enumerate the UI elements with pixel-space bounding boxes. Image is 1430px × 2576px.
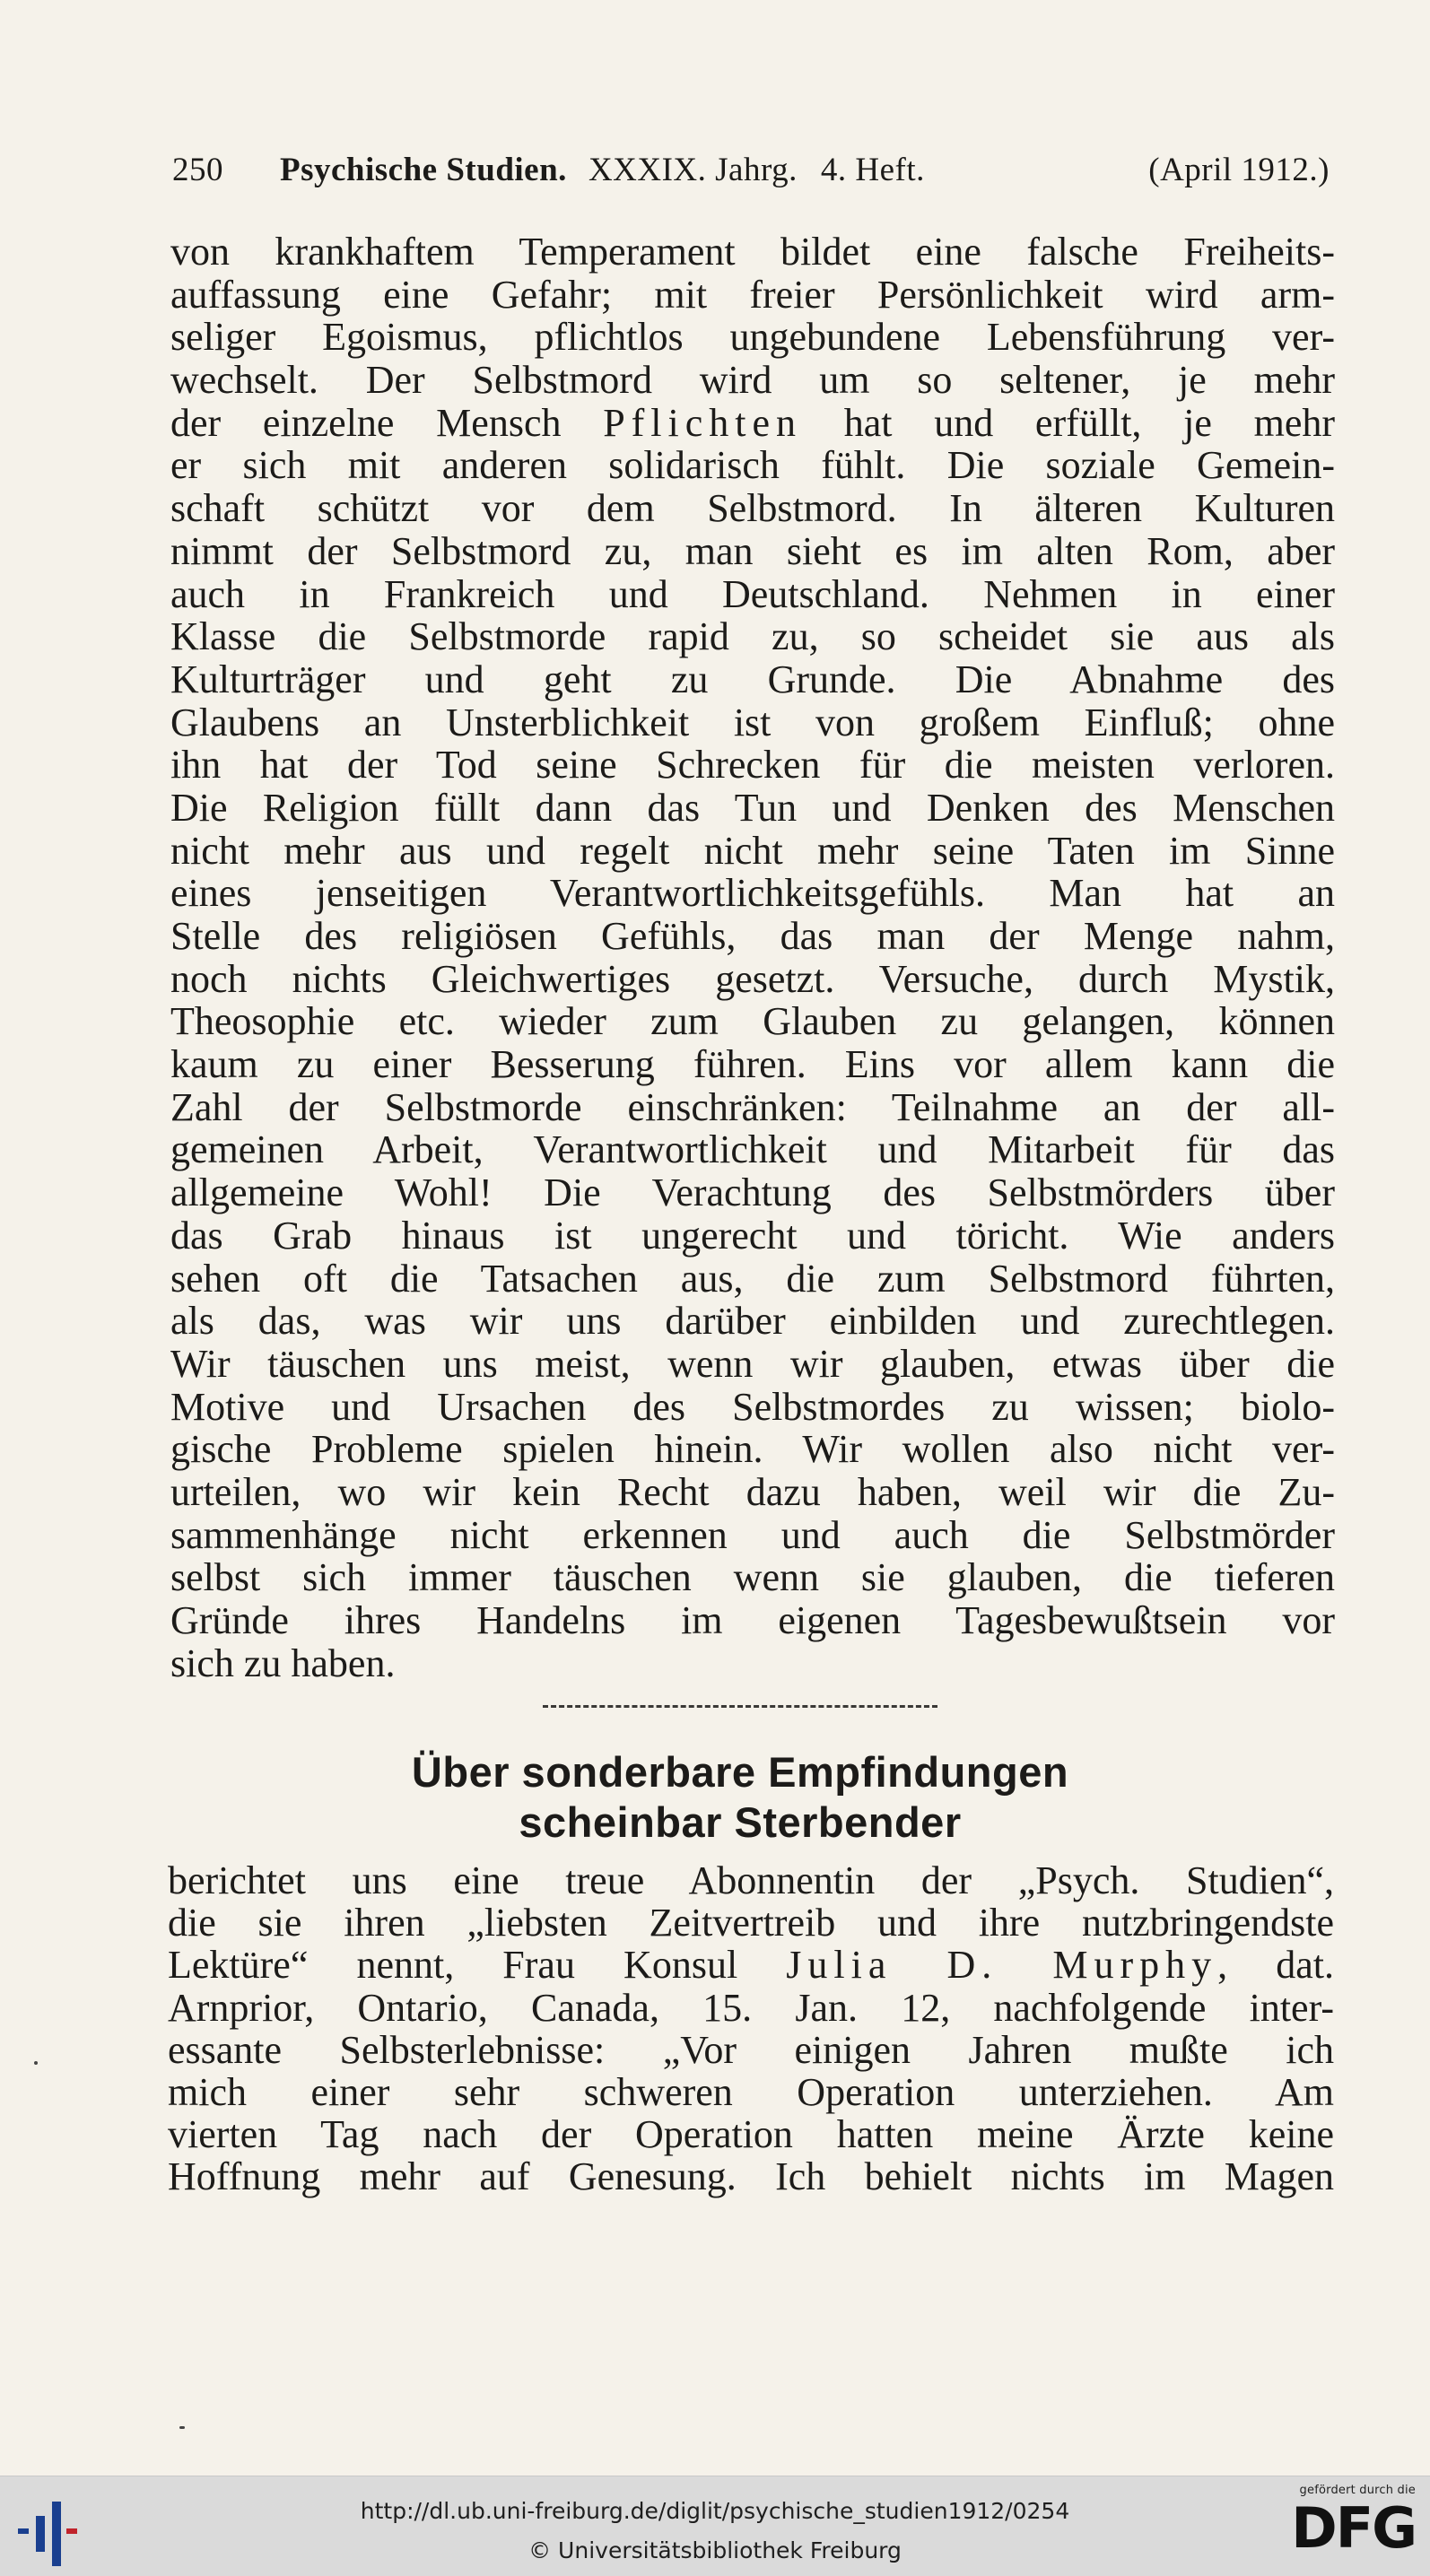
dfg-logo: DFG (1291, 2495, 1416, 2561)
text-line: sammenhänge nicht erkennen und auch die Selbstmörder (170, 1512, 1335, 1557)
text-line: Kulturträger und geht zu Grunde. Die Abnahme des (170, 657, 1335, 701)
text-fragment: hat und erfüllt, je mehr (802, 400, 1336, 445)
issue-date: (April 1912.) (1148, 152, 1330, 188)
text-line: Gründe ihres Handelns im eigenen Tagesbewußtsein vor (170, 1598, 1335, 1642)
running-header (172, 151, 1330, 189)
text-line: allgemeine Wohl! Die Verachtung des Selbstmörders über (170, 1171, 1335, 1215)
text-line: Theosophie etc. wieder zum Glauben zu gelangen, können (170, 999, 1335, 1044)
text-line: nimmt der Selbstmord zu, man sieht es im alten Rom, aber (170, 528, 1335, 573)
continued-article-text (170, 231, 1335, 1684)
text-line: von krankhaftem Temperament bildet eine falsche Freiheits- (170, 230, 1335, 274)
text-line: Motive und Ursachen des Selbstmordes zu wissen; biolo- (170, 1384, 1335, 1429)
issue-label: 4. Heft. (820, 152, 925, 188)
text-line: auch in Frankreich und Deutschland. Nehmen in einer (170, 571, 1335, 616)
text-fragment: Lektüre“ nennt, Frau Konsul (168, 1943, 787, 1988)
volume-label: XXXIX. Jahrg. (588, 152, 798, 188)
title-line: scheinbar Sterbender (519, 1798, 962, 1846)
text-line: als das, was wir uns darüber einbilden und zurechtlegen. (170, 1299, 1335, 1344)
text-line: Wir täuschen uns meist, wenn wir glauben, etwas über die (170, 1341, 1335, 1386)
text-line: selbst sich immer täuschen wenn sie glauben, die tieferen (170, 1555, 1335, 1600)
page-number: 250 (172, 152, 223, 188)
journal-title: Psychische Studien. (280, 152, 567, 188)
text-line: eines jenseitigen Verantwortlichkeitsgefühls. Man hat an (170, 871, 1335, 916)
text-line: kaum zu einer Besserung führen. Eins vor allem kann die (170, 1042, 1335, 1087)
dfg-funding-badge[interactable] (1256, 2484, 1417, 2573)
copyright-notice: © Universitätsbibliothek Freiburg (528, 2537, 902, 2563)
section-divider (543, 1705, 937, 1708)
text-fragment: der einzelne Mensch (170, 400, 604, 445)
text-line: sehen oft die Tatsachen aus, die zum Selbstmord führten, (170, 1256, 1335, 1301)
text-line: auffassung eine Gefahr; mit freier Persönlichkeit wird arm- (170, 272, 1335, 317)
scan-speck (179, 2426, 185, 2429)
text-line: gemeinen Arbeit, Verantwortlichkeit und Mitarbeit für das (170, 1127, 1335, 1172)
text-line: Die Religion füllt dann das Tun und Denken des Menschen (170, 785, 1335, 830)
scan-speck (34, 2061, 38, 2065)
text-line-with-emphasis (168, 1944, 1334, 1986)
text-line: die sie ihren „liebsten Zeitvertreib und ihre nutzbringendste (168, 1901, 1334, 1945)
text-line: sich zu haben. (170, 1640, 396, 1685)
text-line: schaft schützt vor dem Selbstmord. In älteren Kulturen (170, 486, 1335, 531)
text-line-with-emphasis (170, 402, 1335, 445)
title-line: Über sonderbare Empfindungen (411, 1748, 1069, 1796)
text-line: Stelle des religiösen Gefühls, das man der Menge nahm, (170, 914, 1335, 958)
text-line: Arnprior, Ontario, Canada, 15. Jan. 12, nachfolgende inter- (168, 1985, 1334, 2030)
text-line: Glaubens an Unsterblichkeit ist von großem Einfluß; ohne (170, 700, 1335, 744)
text-line: berichtet uns eine treue Abonnentin der „Psych. Studien“, (168, 1858, 1334, 1902)
text-line: nicht mehr aus und regelt nicht mehr seine Taten im Sinne (170, 828, 1335, 873)
text-line: essante Selbsterlebnisse: „Vor einigen Jahren mußte ich (168, 2027, 1334, 2072)
text-line: wechselt. Der Selbstmord wird um so seltener, je mehr (170, 358, 1335, 403)
text-line: das Grab hinaus ist ungerecht und töricht. Wie anders (170, 1213, 1335, 1258)
text-line: urteilen, wo wir kein Recht dazu haben, weil wir die Zu- (170, 1469, 1335, 1514)
text-line: ihn hat der Tod seine Schrecken für die meisten verloren. (170, 743, 1335, 788)
permalink-url[interactable]: http://dl.ub.uni-freiburg.de/diglit/psychische_studien1912/0254 (360, 2498, 1070, 2524)
emphasized-name: Julia D. Murphy (786, 1943, 1218, 1988)
emphasized-word: Pflichten (603, 400, 803, 445)
text-line: gische Probleme spielen hinein. Wir wollen also nicht ver- (170, 1427, 1335, 1472)
text-line: noch nichts Gleichwertiges gesetzt. Versuche, durch Mystik, (170, 956, 1335, 1001)
text-line: er sich mit anderen solidarisch fühlt. Die soziale Gemein- (170, 443, 1335, 488)
text-line: mich einer sehr schweren Operation unterziehen. Am (168, 2069, 1334, 2114)
article-title (170, 1747, 1310, 1848)
text-fragment: , dat. (1217, 1943, 1334, 1988)
text-line: Hoffnung mehr auf Genesung. Ich behielt nichts im Magen (168, 2154, 1334, 2199)
dfg-caption: gefördert durch die (1299, 2484, 1416, 2497)
text-line: Klasse die Selbstmorde rapid zu, so scheidet sie aus als (170, 614, 1335, 659)
text-line: Zahl der Selbstmorde einschränken: Teilnahme an der all- (170, 1084, 1335, 1129)
viewer-footer (0, 2476, 1430, 2576)
text-line: vierten Tag nach der Operation hatten meine Ärzte keine (168, 2112, 1334, 2157)
article-body (168, 1859, 1334, 2198)
text-line: seliger Egoismus, pflichtlos ungebundene Lebensführung ver- (170, 315, 1335, 360)
